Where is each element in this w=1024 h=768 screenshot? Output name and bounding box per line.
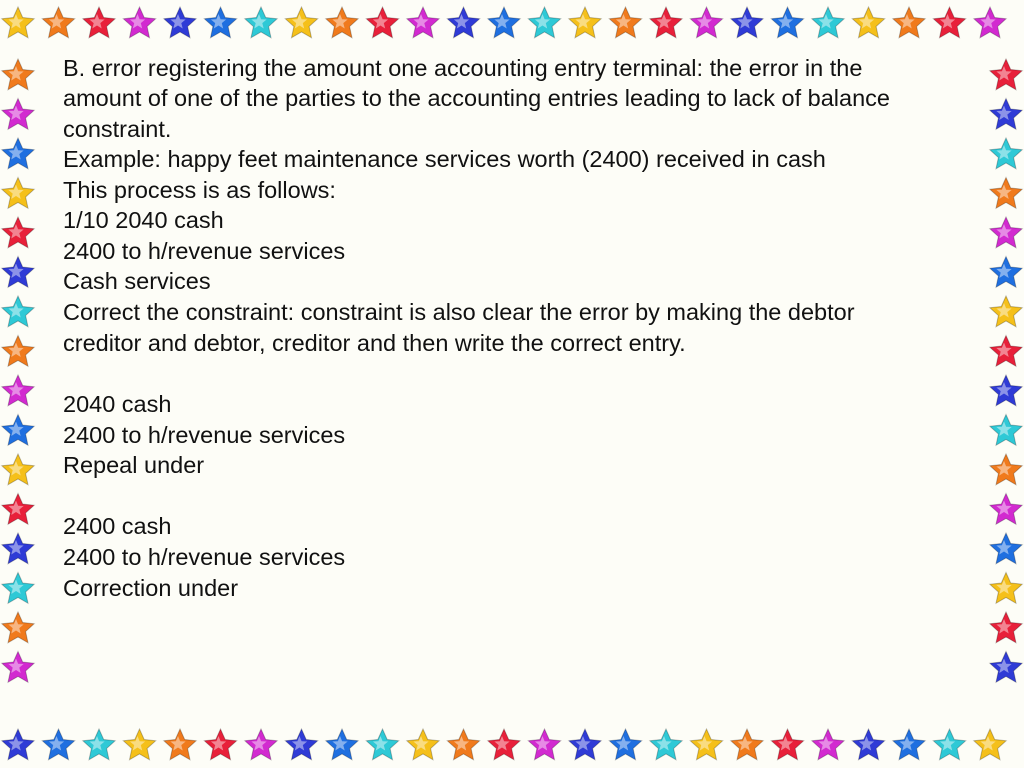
star-icon — [407, 7, 439, 38]
star-icon — [569, 7, 601, 38]
text-line: 2400 cash — [63, 513, 172, 539]
text-line: This process is as follows: — [63, 177, 336, 203]
star-icon — [650, 7, 682, 38]
text-line: Correct the constraint: constraint is also clear the error by making the debtor — [63, 299, 855, 325]
star-icon — [83, 7, 115, 38]
text-line: Cash services — [63, 268, 211, 294]
star-icon — [731, 7, 763, 38]
text-line: 2400 to h/revenue services — [63, 544, 346, 570]
star-icon — [2, 7, 34, 38]
star-icon — [933, 7, 965, 38]
star-icon — [204, 7, 236, 38]
text-line: Repeal under — [63, 452, 205, 478]
star-icon — [326, 7, 358, 38]
star-icon — [852, 7, 884, 38]
text-line: Example: happy feet maintenance services worth (2400) received in cash — [63, 146, 826, 172]
star-icon — [771, 7, 803, 38]
star-icon — [528, 7, 560, 38]
star-icon — [690, 7, 722, 38]
star-icon — [609, 7, 641, 38]
star-icon — [245, 7, 277, 38]
text-line: amount of one of the parties to the accounting entries leading to lack of balance — [63, 85, 890, 111]
star-icon — [447, 7, 479, 38]
text-line: 2040 cash — [63, 391, 172, 417]
star-icon — [42, 7, 74, 38]
text-line: constraint. — [63, 116, 172, 142]
star-icon — [366, 7, 398, 38]
text-line: Correction under — [63, 575, 239, 601]
text-line: 1/10 2040 cash — [63, 207, 224, 233]
star-icon — [164, 7, 196, 38]
star-icon — [488, 7, 520, 38]
star-icon — [893, 7, 925, 38]
star-icon — [812, 7, 844, 38]
text-line: 2400 to h/revenue services — [63, 422, 346, 448]
text-line: B. error registering the amount one accounting entry terminal: the error in the — [63, 55, 863, 81]
star-icon — [285, 7, 317, 38]
slide-body — [0, 50, 1024, 768]
text-line: creditor and debtor, creditor and then write the correct entry. — [63, 330, 686, 356]
text-line: 2400 to h/revenue services — [63, 238, 346, 264]
star-icon — [123, 7, 155, 38]
star-icon — [974, 7, 1006, 38]
